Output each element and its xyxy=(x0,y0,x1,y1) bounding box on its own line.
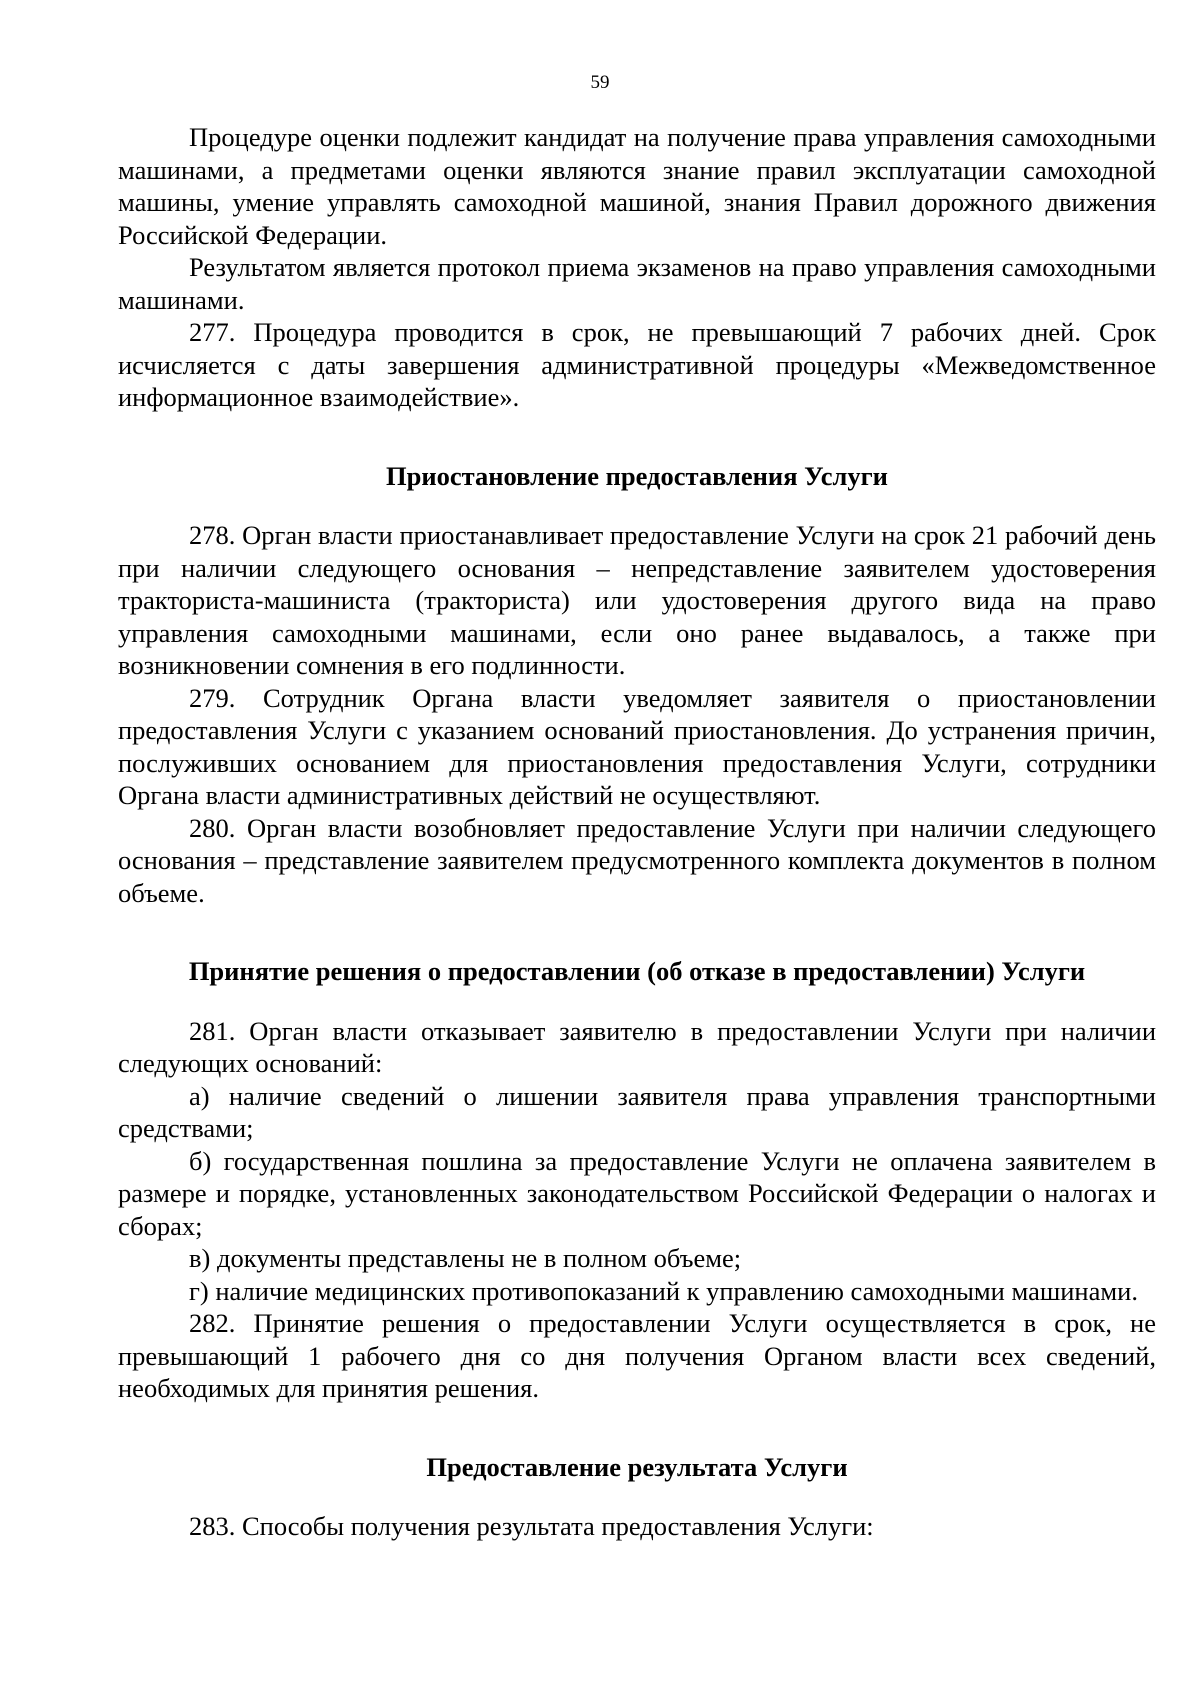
paragraph-277: 277. Процедура проводится в срок, не превышающий 7 рабочих дней. Срок исчисляется с даты завершения административной процедуры «Межведомственное информационное взаимодействие». xyxy=(118,317,1156,412)
section-heading-decision: Принятие решения о предоставлении (об отказе в предоставлении) Услуги xyxy=(188,956,1086,986)
paragraph-281-b: б) государственная пошлина за предоставление Услуги не оплачена заявителем в размере и порядке, установленных законодательством Российской Федерации о налогах и сборах; xyxy=(118,1145,1156,1241)
document-body xyxy=(118,121,1156,1543)
paragraph-280: 280. Орган власти возобновляет предоставление Услуги при наличии следующего основания – представление заявителем предусмотренного комплекта документов в полном объеме. xyxy=(118,812,1156,908)
paragraph-283: 283. Способы получения результата предоставления Услуги: xyxy=(189,1511,874,1541)
paragraph-278: 278. Орган власти приостанавливает предоставление Услуги на срок 21 рабочий день при наличии следующего основания – непредставление заявителем удостоверения тракториста-машиниста (тракториста) или удостоверения другого вида на право управления самоходными машинами, если оно ранее выдавалось, а также при возникновении сомнения в его подлинности. xyxy=(118,520,1156,680)
paragraph-result-protocol: Результатом является протокол приема экзаменов на право управления самоходными машинами. xyxy=(118,252,1156,315)
paragraph-281: 281. Орган власти отказывает заявителю в предоставлении Услуги при наличии следующих оснований: xyxy=(118,1015,1156,1078)
paragraph-279: 279. Сотрудник Органа власти уведомляет заявителя о приостановлении предоставления Услуги с указанием оснований приостановления. До устранения причин, послуживших основанием для приостановления предоставления Услуги, сотрудники Органа власти административных действий не осуществляют. xyxy=(118,682,1156,810)
paragraph-281-v: в) документы представлены не в полном объеме; xyxy=(189,1243,742,1273)
paragraph-assessment: Процедуре оценки подлежит кандидат на получение права управления самоходными машинами, а предметами оценки являются знание правил эксплуатации самоходной машины, умение управлять самоходной машиной, знания Правил дорожного движения Российской Федерации. xyxy=(118,122,1156,250)
section-heading-suspension: Приостановление предоставления Услуги xyxy=(386,460,888,491)
paragraph-282: 282. Принятие решения о предоставлении Услуги осуществляется в срок, не превышающий 1 рабочего дня со дня получения Органом власти всех сведений, необходимых для принятия решения. xyxy=(118,1308,1156,1403)
paragraph-281-g: г) наличие медицинских противопоказаний к управлению самоходными машинами. xyxy=(189,1275,1138,1306)
section-heading-result: Предоставление результата Услуги xyxy=(426,1451,848,1482)
page-number: 59 xyxy=(590,72,610,93)
paragraph-281-a: а) наличие сведений о лишении заявителя права управления транспортными средствами; xyxy=(118,1080,1156,1143)
